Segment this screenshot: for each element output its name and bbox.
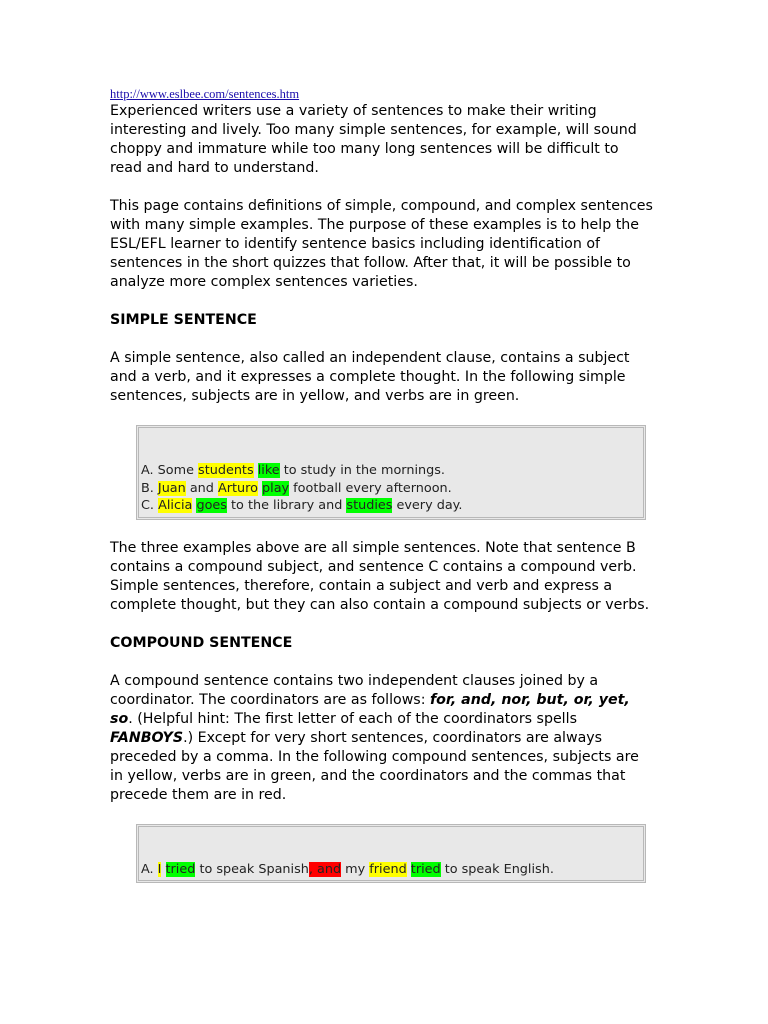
fanboys-mnemonic: FANBOYS (110, 729, 184, 746)
example-label: B. (141, 480, 158, 496)
verb-highlight: tried (410, 861, 441, 877)
simple-examples-box (136, 425, 646, 520)
example-b (141, 480, 637, 498)
definition-text: . (Helpful hint: The first letter of each of the coordinators spells (128, 710, 577, 727)
subject-highlight: Alicia (158, 498, 193, 513)
plain-text: and (185, 480, 218, 496)
verb-highlight: studies (346, 498, 393, 513)
simple-sentence-heading: SIMPLE SENTENCE (110, 312, 257, 328)
simple-sentence-explanation: The three examples above are all simple sentences. Note that sentence B contains a compound subject, and sentence C contains a compound verb. Simple sentences, therefore, contain a subject and verb and express a complete thought, but they can also contain a compound subjects or verbs. (110, 539, 650, 613)
definition-text: A compound sentence contains two independent clauses joined by a coordinator. The coordinators are as follows: (110, 672, 599, 708)
subject-highlight: Juan (157, 480, 186, 496)
verb-highlight: tried (165, 861, 196, 877)
subject-highlight: Arturo (217, 480, 258, 496)
intro-paragraph-1: Experienced writers use a variety of sentences to make their writing interesting and lively. Too many simple sentences, for example, will sound choppy and immature while too many long sentences will be difficult to read and hard to understand. (110, 103, 637, 176)
verb-highlight: like (257, 463, 280, 478)
plain-text: every day. (392, 498, 463, 513)
plain-text: to the library and (226, 498, 347, 513)
simple-sentence-definition: A simple sentence, also called an independent clause, contains a subject and a verb, and it expresses a complete thought. In the following simple sentences, subjects are in yellow, and verbs are in green. (110, 350, 630, 404)
subject-highlight: friend (369, 861, 407, 877)
definition-text: .) Except for very short sentences, coordinators are always preceded by a comma. In the following compound sentences, subjects are in yellow, verbs are in green, and the coordinators and the commas that precede them are in red. (110, 729, 639, 803)
plain-text (161, 862, 165, 877)
intro-paragraph-2: This page contains definitions of simple, compound, and complex sentences with many simple examples. The purpose of these examples is to help the ESL/EFL learner to identify sentence basics including identification of sentences in the short quizzes that follow. After that, it will be possible to analyze more complex sentences varieties. (110, 198, 653, 290)
compound-examples-box (136, 824, 646, 884)
subject-highlight: students (198, 463, 254, 478)
document-page (110, 86, 655, 902)
example-label: A. (141, 463, 158, 478)
subject-highlight: I (157, 861, 162, 877)
plain-text: to study in the mornings. (279, 463, 445, 478)
compound-sentence-heading: COMPOUND SENTENCE (110, 634, 293, 651)
example-a (141, 462, 637, 480)
plain-text: Some (157, 463, 199, 478)
source-link[interactable]: http://www.eslbee.com/sentences.htm (110, 87, 300, 101)
plain-text: my (341, 861, 370, 877)
example-label: C. (141, 498, 159, 513)
compound-example-a (141, 861, 637, 879)
coordinators-list: for, and, nor, but, or, yet, so (110, 691, 630, 727)
verb-highlight: goes (196, 498, 227, 513)
example-label: A. (141, 861, 158, 877)
verb-highlight: play (262, 480, 290, 496)
plain-text: to speak Spanish (195, 861, 309, 877)
plain-text: football every afternoon. (289, 480, 452, 496)
plain-text: to speak English. (440, 861, 554, 877)
example-c (141, 497, 637, 515)
compound-sentence-definition (110, 672, 655, 805)
coordinator-highlight: , and (308, 861, 342, 877)
